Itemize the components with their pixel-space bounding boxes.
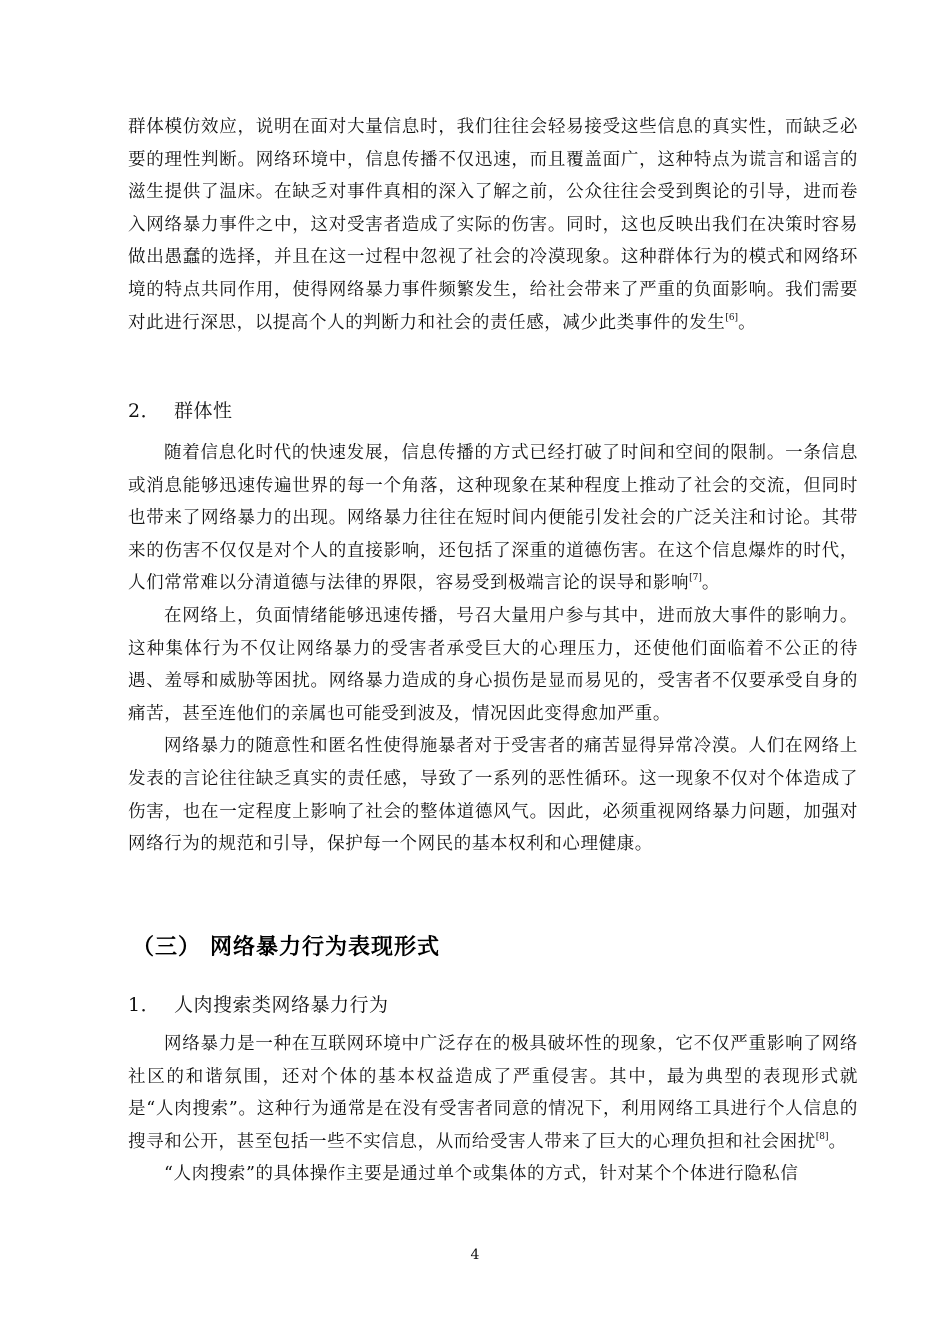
heading-title: 群体性 <box>174 400 233 422</box>
paragraph-end: 。 <box>828 1131 847 1152</box>
subsection-heading <box>128 990 389 1017</box>
paragraph-text: 随着信息化时代的快速发展，信息传播的方式已经打破了时间和空间的限制。一条信息或消息能够迅速传遍世界的每一个角落，这种现象在某种程度上推动了社会的交流，但同时也带来了网络暴力的出现。网络暴力往往在短时间内便能引发社会的广泛关注和讨论。其带来的伤害不仅仅是对个人的直接影响，还包括了深重的道德伤害。在这个信息爆炸的时代，人们常常难以分清道德与法律的界限，容易受到极端言论的误导和影响 <box>128 443 858 594</box>
chapter-heading <box>132 930 440 961</box>
heading-title: 网络暴力行为表现形式 <box>210 935 441 960</box>
citation: [8] <box>815 1131 829 1142</box>
paragraph-text: 网络暴力是一种在互联网环境中广泛存在的极具破坏性的现象，它不仅严重影响了网络社区的和谐氛围，还对个体的基本权益造成了严重侵害。其中，最为典型的表现形式就是“人肉搜索”。这种行为通常是在没有受害者同意的情况下，利用网络工具进行个人信息的搜寻和公开，甚至包括一些不实信息，从而给受害人带来了巨大的心理负担和社会困扰 <box>128 1034 858 1152</box>
paragraph-end: 。 <box>738 312 757 333</box>
paragraph-end: 。 <box>701 573 720 594</box>
paragraph: 在网络上，负面情绪能够迅速传播，号召大量用户参与其中，进而放大事件的影响力。这种集体行为不仅让网络暴力的受害者承受巨大的心理压力，还使他们面临着不公正的待遇、羞辱和威胁等困扰。网络暴力造成的身心损伤是显而易见的，受害者不仅要承受自身的痛苦，甚至连他们的亲属也可能受到波及，情况因此变得愈加严重。 <box>128 605 858 724</box>
paragraph-text: 群体模仿效应，说明在面对大量信息时，我们往往会轻易接受这些信息的真实性，而缺乏必要的理性判断。网络环境中，信息传播不仅迅速，而且覆盖面广，这种特点为谎言和谣言的滋生提供了温床。在缺乏对事件真相的深入了解之前，公众往往会受到舆论的引导，进而卷入网络暴力事件之中，这对受害者造成了实际的伤害。同时，这也反映出我们在决策时容易做出愚蠢的选择，并且在这一过程中忽视了社会的冷漠现象。这种群体行为的模式和网络环境的特点共同作用，使得网络暴力事件频繁发生，给社会带来了严重的负面影响。我们需要对此进行深思，以提高个人的判断力和社会的责任感，减少此类事件的发生 <box>128 117 858 333</box>
heading-title: 人肉搜索类网络暴力行为 <box>174 994 389 1016</box>
section-heading-group <box>128 396 233 423</box>
paragraph-continued <box>128 111 858 339</box>
paragraph: “人肉搜索”的具体操作主要是通过单个或集体的方式，针对某个个体进行隐私信 <box>164 1164 799 1185</box>
heading-number: 2． <box>128 400 161 422</box>
citation: [6] <box>725 312 739 323</box>
subsection-body <box>128 1028 858 1191</box>
heading-number: （三） <box>132 935 202 960</box>
paragraph: 网络暴力的随意性和匿名性使得施暴者对于受害者的痛苦显得异常冷漠。人们在网络上发表的言论往往缺乏真实的责任感，导致了一系列的恶性循环。这一现象不仅对个体造成了伤害，也在一定程度上影响了社会的整体道德风气。因此，必须重视网络暴力问题，加强对网络行为的规范和引导，保护每一个网民的基本权利和心理健康。 <box>128 736 858 855</box>
page-number: 4 <box>470 1247 480 1263</box>
section-body <box>128 437 858 861</box>
heading-number: 1． <box>128 994 161 1016</box>
citation: [7] <box>689 573 702 584</box>
